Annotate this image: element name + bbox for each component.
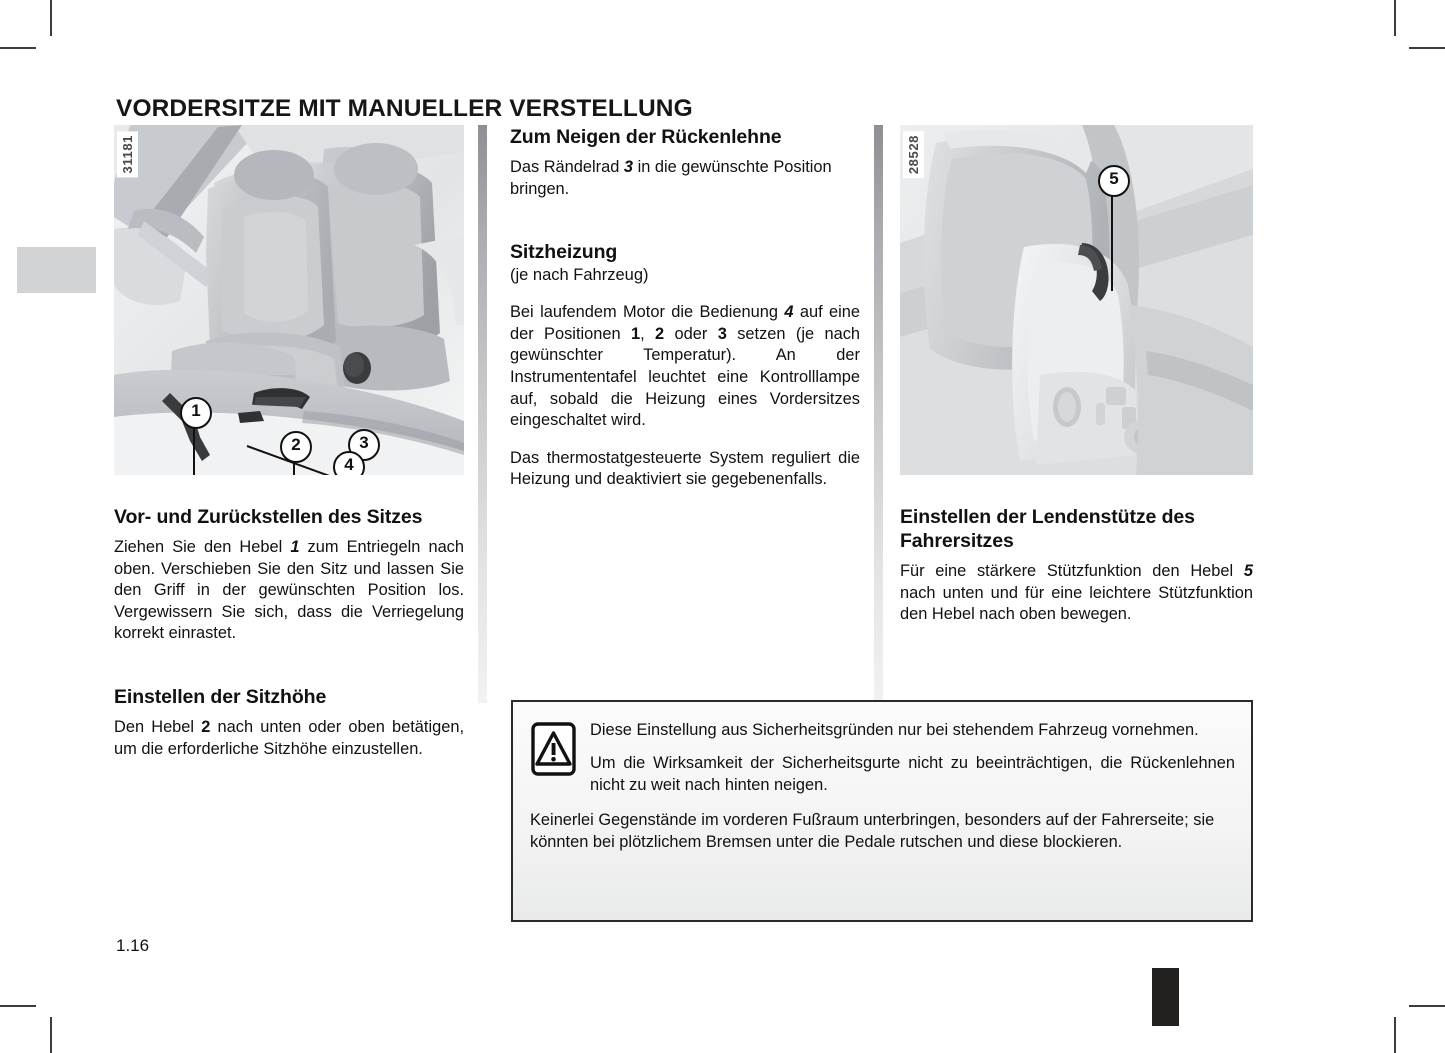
chapter-edge-marker [1152,968,1179,1026]
column-separator-right [874,125,883,703]
crop-mark-top-right-vertical [1394,0,1396,36]
crop-mark-bottom-right-vertical [1394,1017,1396,1053]
safety-warning-box [511,700,1253,922]
text-seg: zum Entriegeln nach oben. Verschieben Sie den Sitz und lassen Sie den Griff in der gewünschten Position los. Vergewissern Sie sich, dass die Verriegelung korrekt einrastet. [114,538,464,643]
text-seg: oder [664,324,718,343]
ref-number-1: 1 [290,538,300,556]
heading-recline-backrest: Zum Neigen der Rückenlehne [510,126,782,148]
paragraph-seat-heating-2: Das thermostatgesteuerte System reguliert die Heizung und deaktiviert sie gegebenenfalls. [510,448,860,489]
text-seg: Den Hebel [114,717,202,736]
crop-mark-bottom-left-vertical [50,1017,52,1053]
text-seg: , [640,324,656,343]
callout-1: 1 [180,397,212,429]
ref-position-2: 2 [655,324,665,343]
leader-line-5 [1111,193,1113,291]
warning-paragraph-3: Keinerlei Gegenstände im vorderen Fußraum unterbringen, besonders auf der Fahrerseite; sie könnten bei plötzlichem Bremsen unter die Pedale rutschen und diese blockieren. [530,811,1215,851]
crop-mark-top-left-horizontal [0,47,36,49]
column-separator-left [478,125,487,703]
warning-triangle-icon [531,720,576,778]
leader-line-1 [193,425,195,475]
figure-id-left: 31181 [117,131,138,177]
heading-lumbar-support: Einstellen der Lendenstütze des Fahrersitzes [900,506,1195,552]
page-title: VORDERSITZE MIT MANUELLER VERSTELLUNG [116,95,693,123]
crop-mark-bottom-right-horizontal [1409,1005,1445,1007]
paragraph-seat-heating-1 [510,302,860,432]
text-seg: setzen (je nach gewünschter Temperatur). An der Instrumententafel leuchtet eine Kontrolllampe auf, sobald die Heizung eines Vordersitzes eingeschaltet wird. [510,324,861,430]
ref-number-2: 2 [201,717,211,736]
callout-3: 3 [348,429,380,461]
paragraph-seat-height [114,717,464,760]
warning-paragraph-1: Diese Einstellung aus Sicherheitsgründen nur bei stehendem Fahrzeug vornehmen. [590,721,1199,739]
crop-mark-bottom-left-horizontal [0,1005,36,1007]
right-column [900,125,1253,626]
heading-seat-height: Einstellen der Sitzhöhe [114,685,327,708]
callout-4: 4 [333,451,365,475]
lumbar-support-photo [900,125,1253,475]
text-seg: in die gewünschte Position bringen. [510,158,832,198]
callout-5: 5 [1098,165,1130,197]
ref-number-3: 3 [623,158,634,176]
ref-number-4: 4 [784,303,794,322]
paragraph-lumbar-support [900,561,1253,626]
heading-seat-fore-aft: Vor- und Zurückstellen des Sitzes [114,506,423,528]
crop-mark-top-left-vertical [50,0,52,36]
text-seg: nach unten oder oben betätigen, um die erforderliche Sitzhöhe einzustellen. [114,717,464,758]
figure-id-right: 28528 [903,131,924,178]
middle-column [510,125,860,491]
chapter-tab-marker [17,247,96,293]
text-seg: Ziehen Sie den Hebel [114,538,291,556]
front-seats-photo [114,125,464,475]
figure-lumbar-support [900,125,1253,475]
callout-2: 2 [280,431,312,463]
paragraph-seat-fore-aft [114,537,464,645]
page-number: 1.16 [116,936,150,955]
text-seg: nach unten und für eine leichtere Stützfunktion den Hebel nach oben bewegen. [900,583,1253,624]
heading-seat-heating: Sitzheizung [510,241,618,264]
crop-mark-top-right-horizontal [1409,47,1445,49]
ref-position-3: 3 [717,324,727,343]
text-seg: Bei laufendem Motor die Bedienung [510,303,785,322]
text-seg: auf eine der Positionen [510,303,860,343]
warning-paragraph-2: Um die Wirksamkeit der Sicherheitsgurte nicht zu beeinträchtigen, die Rückenlehnen nicht zu weit nach hinten neigen. [590,754,1235,794]
text-seg: Für eine stärkere Stützfunktion den Hebel [900,562,1244,580]
subnote-vehicle-dependent: (je nach Fahrzeug) [510,266,649,285]
ref-position-1: 1 [630,324,641,343]
left-column [114,125,464,760]
figure-front-seats [114,125,464,475]
paragraph-recline-backrest [510,157,860,200]
text-seg: Das Rändelrad [510,158,624,176]
ref-number-5: 5 [1243,562,1253,580]
